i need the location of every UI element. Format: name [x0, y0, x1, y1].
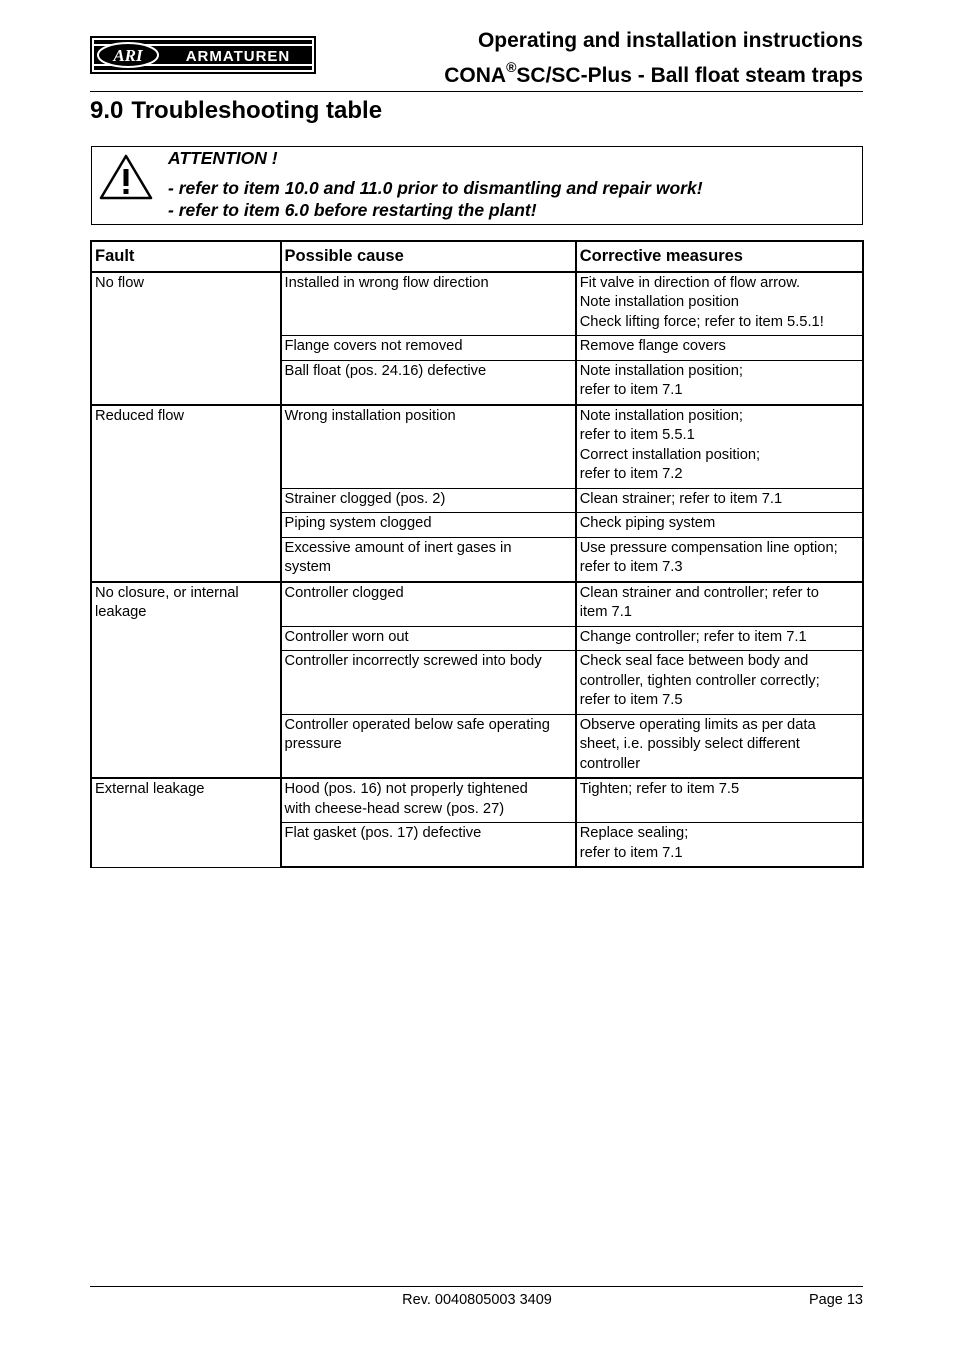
measure-cell-line: Correct installation position;	[579, 446, 761, 463]
measure-cell	[576, 651, 863, 715]
cause-cell	[281, 336, 576, 361]
cause-cell-line: Ball float (pos. 24.16) defective	[284, 362, 487, 379]
cause-cell-line: Installed in wrong flow direction	[284, 274, 489, 291]
cause-cell-line: Hood (pos. 16) not properly tightened	[284, 781, 528, 797]
cause-cell-line: Strainer clogged (pos. 2)	[284, 490, 446, 507]
attention-heading: ATTENTION !	[168, 148, 278, 168]
measure-cell-line: Tighten; refer to item 7.5	[579, 781, 740, 797]
measure-cell	[576, 405, 863, 489]
cause-cell	[281, 626, 576, 651]
measure-cell-line: Check lifting force; refer to item 5.5.1!	[579, 313, 824, 330]
cause-cell-line: Wrong installation position	[284, 407, 456, 424]
measure-cell-line: Note installation position;	[579, 407, 743, 424]
measure-cell-line: refer to item 7.1	[579, 844, 683, 861]
measure-cell-line: Check piping system	[579, 515, 716, 531]
fault-cell: No closure, or internal leakage	[91, 582, 281, 779]
measure-cell-line: Note installation position;	[579, 362, 743, 379]
cause-cell	[281, 537, 576, 582]
measure-cell	[576, 537, 863, 582]
column-header-measures: Corrective measures	[576, 241, 863, 272]
cause-cell-line: Excessive amount of inert gases in	[284, 539, 512, 556]
cause-cell	[281, 823, 576, 868]
measure-cell	[576, 823, 863, 868]
product-name: CONA	[444, 64, 507, 87]
cause-cell-line: pressure	[284, 736, 342, 752]
measure-cell-line: item 7.1	[579, 604, 632, 620]
cause-cell-line: Flat gasket (pos. 17) defective	[284, 825, 482, 841]
cause-cell	[281, 714, 576, 778]
measure-cell	[576, 714, 863, 778]
measure-cell-line: Clean strainer and controller; refer to	[579, 584, 819, 601]
attention-line: - refer to item 10.0 and 11.0 prior to dismantling and repair work!	[168, 178, 703, 198]
cause-cell-line: Controller worn out	[284, 628, 409, 645]
page-indicator	[809, 1292, 863, 1308]
cause-cell	[281, 582, 576, 627]
table-row	[91, 778, 863, 823]
header-divider	[90, 91, 863, 92]
attention-text	[168, 147, 703, 221]
warning-triangle-icon	[98, 153, 154, 201]
measure-cell	[576, 272, 863, 336]
measure-cell-line: Note installation position	[579, 294, 739, 310]
troubleshooting-table	[90, 240, 864, 868]
measure-cell-line: controller, tighten controller correctly;	[579, 672, 820, 689]
measure-cell-line: Replace sealing;	[579, 825, 689, 841]
column-header-cause: Possible cause	[281, 241, 576, 272]
page-number: 13	[846, 1292, 863, 1308]
measure-cell	[576, 360, 863, 405]
document-title-line2	[444, 55, 863, 90]
measure-cell	[576, 488, 863, 513]
measure-cell-line: refer to item 7.1	[579, 382, 683, 398]
measure-cell-line	[580, 800, 859, 820]
measure-cell-line: Remove flange covers	[579, 338, 726, 354]
measure-cell-line: refer to item 5.5.1	[579, 427, 695, 443]
cause-cell-line: with cheese-head screw (pos. 27)	[284, 800, 505, 817]
cause-cell-line: Flange covers not removed	[284, 338, 463, 354]
document-title	[444, 26, 863, 90]
fault-cell: No flow	[91, 272, 281, 405]
measure-cell-line: Fit valve in direction of flow arrow.	[579, 274, 801, 291]
measure-cell-line: controller	[579, 755, 641, 772]
fault-cell: External leakage	[91, 778, 281, 867]
fault-cell: Reduced flow	[91, 405, 281, 582]
cause-cell-line: Piping system clogged	[284, 515, 432, 531]
logo-brand-text: ARMATUREN	[185, 48, 291, 65]
measure-cell	[576, 513, 863, 538]
document-title-line1: Operating and installation instructions	[477, 29, 863, 52]
section-heading	[90, 97, 382, 125]
cause-cell-line: Controller clogged	[284, 584, 404, 601]
measure-cell-line: Clean strainer; refer to item 7.1	[579, 490, 783, 507]
measure-cell-line: Change controller; refer to item 7.1	[579, 628, 807, 645]
logo-ari-text: ARI	[113, 46, 143, 65]
table-row	[91, 582, 863, 627]
section-title: Troubleshooting table	[131, 97, 383, 124]
revision-number: Rev. 0040805003 3409	[402, 1292, 552, 1308]
cause-cell-line: Controller operated below safe operating	[284, 716, 550, 733]
cause-cell-line: Controller incorrectly screwed into body	[284, 653, 542, 669]
measure-cell-line: sheet, i.e. possibly select different	[579, 736, 800, 752]
cause-cell	[281, 488, 576, 513]
measure-cell-line: refer to item 7.3	[579, 559, 683, 575]
ari-armaturen-logo-icon	[90, 36, 316, 74]
cause-cell	[281, 272, 576, 336]
cause-cell	[281, 360, 576, 405]
cause-cell	[281, 778, 576, 823]
measure-cell	[576, 336, 863, 361]
measure-cell-line: refer to item 7.2	[579, 466, 683, 482]
cause-cell	[281, 651, 576, 715]
page-label: Page	[808, 1292, 843, 1308]
measure-cell	[576, 582, 863, 627]
product-subtitle: SC/SC-Plus - Ball float steam traps	[516, 64, 863, 87]
table-row	[91, 405, 863, 489]
footer-divider	[90, 1286, 863, 1287]
cause-cell-line: system	[284, 559, 332, 575]
company-logo	[90, 36, 316, 74]
section-number: 9.0	[90, 97, 124, 124]
measure-cell	[576, 778, 863, 823]
table-row	[91, 272, 863, 336]
attention-line: - refer to item 6.0 before restarting the plant!	[168, 200, 537, 220]
measure-cell-line: Check seal face between body and	[579, 653, 809, 669]
cause-cell	[281, 405, 576, 489]
measure-cell-line: refer to item 7.5	[579, 692, 683, 708]
measure-cell-line: Observe operating limits as per data	[579, 716, 816, 733]
measure-cell-line: Use pressure compensation line option;	[579, 539, 838, 556]
table-header-row	[91, 241, 863, 272]
table-body	[91, 272, 863, 868]
registered-mark: ®	[506, 59, 517, 75]
cause-cell	[281, 513, 576, 538]
attention-box	[91, 146, 863, 225]
column-header-fault: Fault	[91, 241, 281, 272]
measure-cell	[576, 626, 863, 651]
